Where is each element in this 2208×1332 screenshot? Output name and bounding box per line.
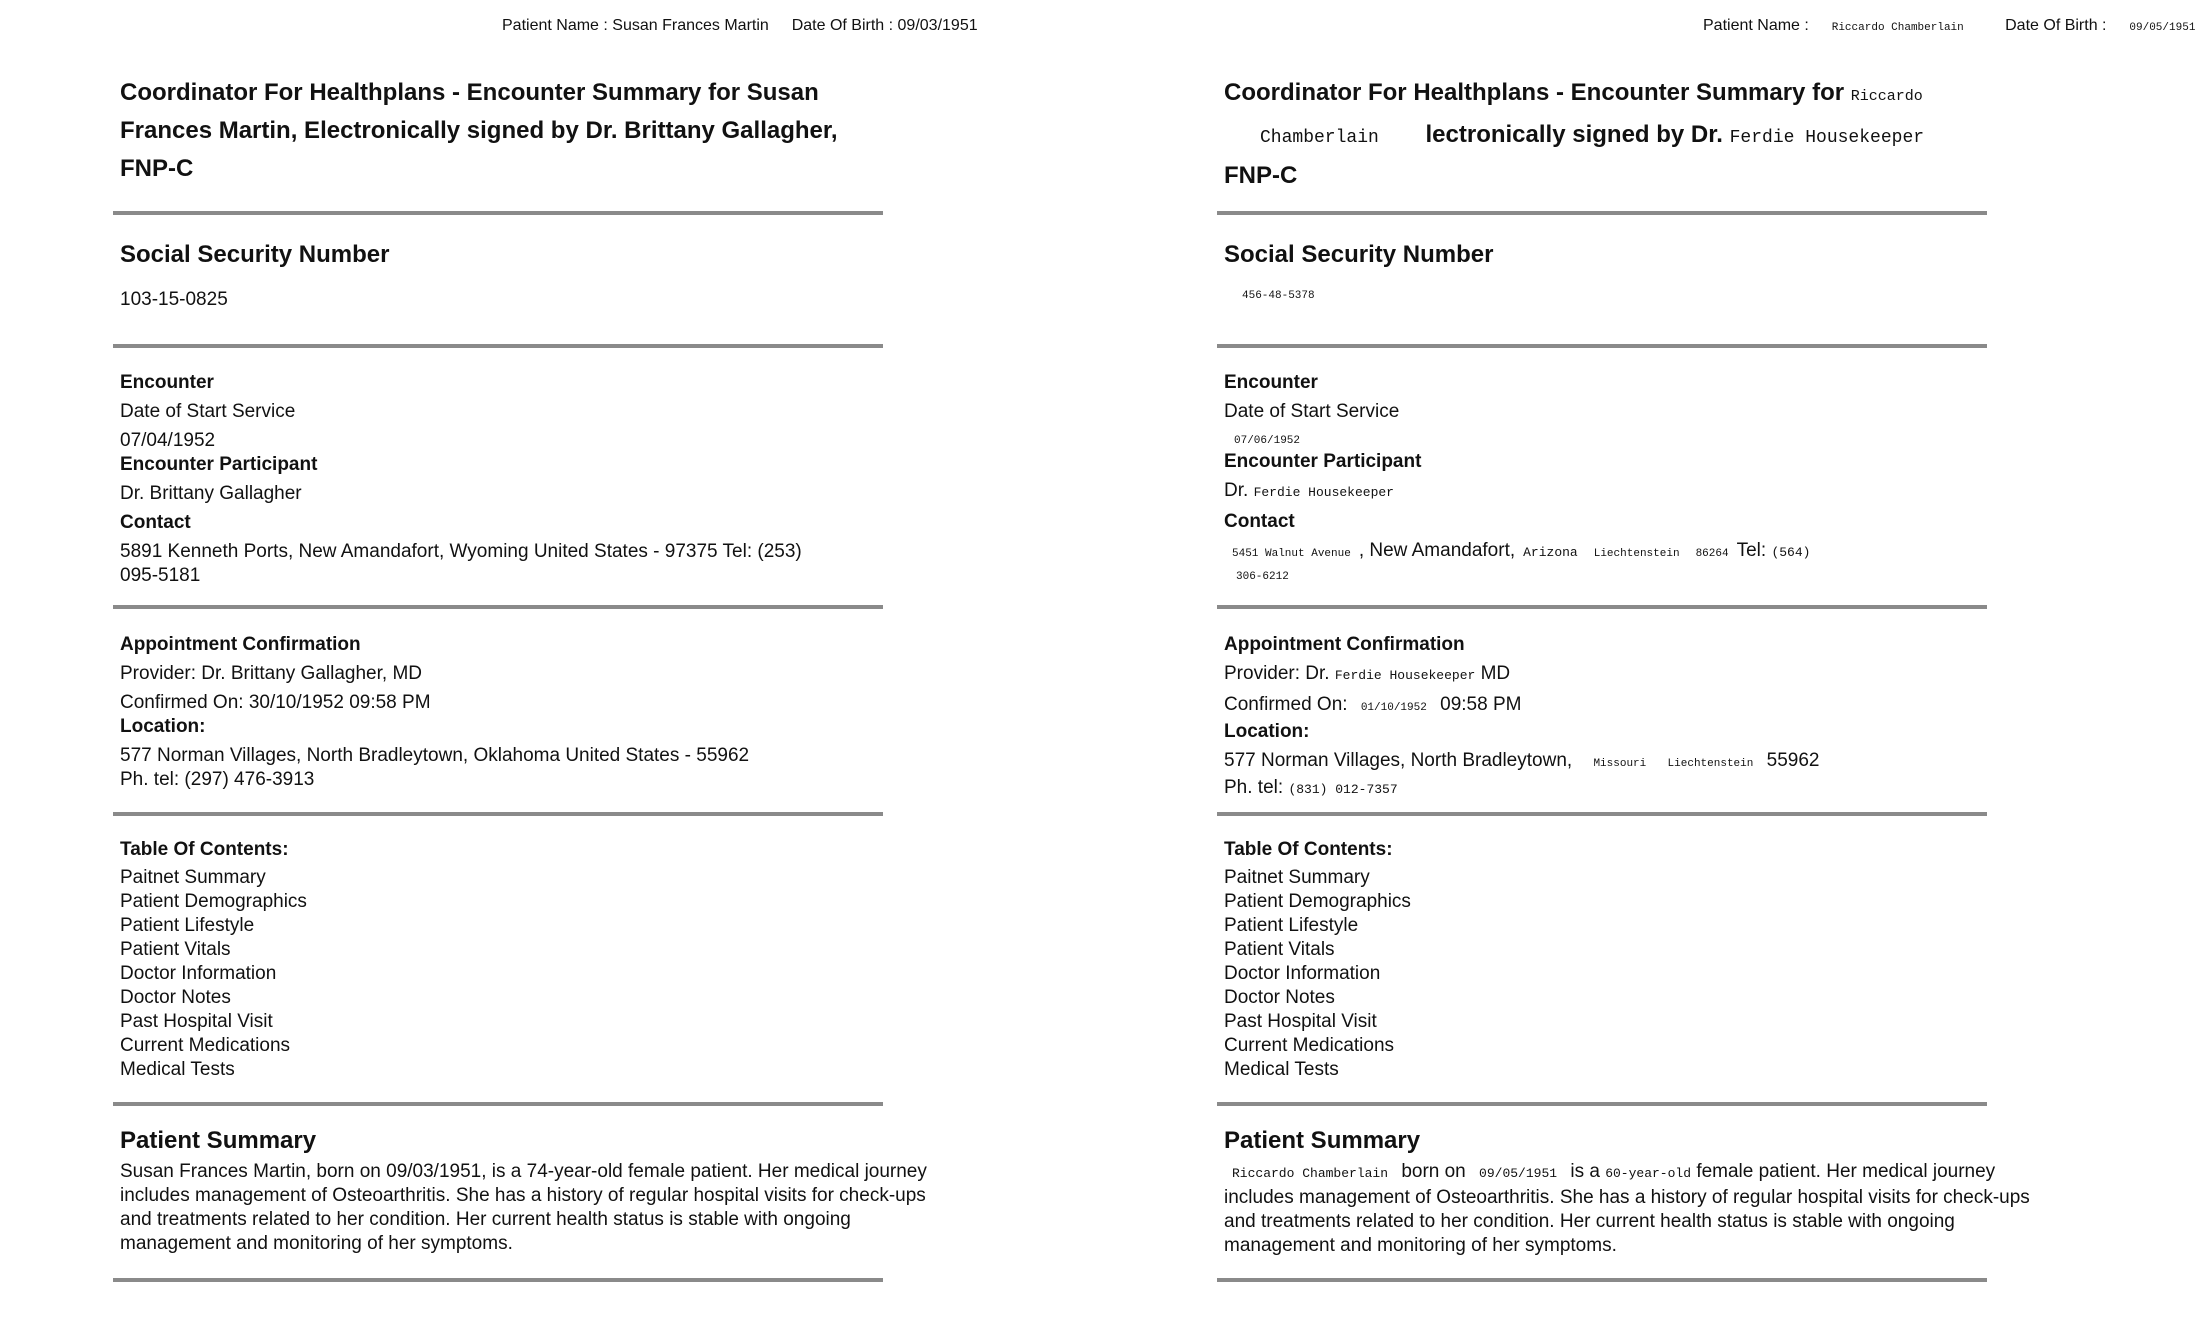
encounter-section <box>1224 371 2054 586</box>
location-street: 577 Norman Villages, North Bradleytown, <box>1224 750 1573 771</box>
summary-text: Susan Frances Martin, born on 09/03/1951, is a 74-year-old female patient. Her medical journey includes management of Osteoarthritis. She has a history of regular hospital visits for check-ups and treatments related to her condition. Her current health status is stable with ongoing management and monitoring of her symptoms. <box>120 1161 927 1254</box>
title-text: Coordinator For Healthplans - Encounter Summary for <box>1224 79 1845 106</box>
summary-patient-name: Riccardo Chamberlain <box>1232 1166 1389 1181</box>
provider-doctor: Ferdie Housekeeper <box>1334 668 1476 683</box>
patient-name: Riccardo Chamberlain <box>1831 22 1964 34</box>
toc-heading: Table Of Contents: <box>1224 839 1393 860</box>
contact-country: Liechtenstein <box>1593 548 1680 560</box>
toc-item[interactable]: Patient Demographics <box>120 891 307 912</box>
toc-item[interactable]: Patient Lifestyle <box>1224 915 1359 936</box>
toc-section <box>1224 838 2054 1082</box>
contact-heading: Contact <box>1224 511 1295 532</box>
section-divider <box>113 344 883 348</box>
contact-phone <box>1236 566 2054 586</box>
summary-heading: Patient Summary <box>120 1127 317 1154</box>
section-divider <box>1217 1278 1987 1282</box>
title-patient-last: Chamberlain <box>1260 128 1379 148</box>
ssn-value: 456-48-5378 <box>1242 290 1315 302</box>
participant-prefix: Dr. <box>1224 480 1249 501</box>
location-phone <box>1224 776 2054 802</box>
toc-item[interactable]: Medical Tests <box>120 1059 235 1080</box>
contact-address: 5891 Kenneth Ports, New Amandafort, Wyoming United States - 97375 Tel: (253) <box>120 541 802 562</box>
encounter-section <box>120 371 950 588</box>
patient-header <box>502 17 978 35</box>
title-patient-first: Riccardo <box>1850 88 1923 105</box>
start-service-label: Date of Start Service <box>1224 401 1400 422</box>
appointment-confirmed: Confirmed On: 30/10/1952 09:58 PM <box>120 692 431 713</box>
summary-text-rest: female patient. Her medical journey includes management of Osteoarthritis. She has a history of regular hospital visits for check-ups and treatments related to her condition. Her current health status is stable with ongoing management and monitoring of her symptoms. <box>1224 1161 2030 1256</box>
toc-heading: Table Of Contents: <box>120 839 289 860</box>
appointment-heading: Appointment Confirmation <box>1224 634 1465 655</box>
right-document-page <box>1104 0 2208 1332</box>
patient-name-label: Patient Name : <box>502 17 608 34</box>
document-title <box>1224 74 1984 195</box>
start-service-date: 07/06/1952 <box>1234 435 1301 447</box>
toc-item[interactable]: Paitnet Summary <box>1224 867 1370 888</box>
section-divider <box>113 1278 883 1282</box>
location-heading: Location: <box>120 716 206 737</box>
toc-item[interactable]: Patient Demographics <box>1224 891 1411 912</box>
toc-item[interactable]: Patient Lifestyle <box>120 915 255 936</box>
appointment-provider <box>1224 662 2054 688</box>
toc-item[interactable]: Doctor Notes <box>1224 987 1335 1008</box>
contact-phone: 095-5181 <box>120 565 201 586</box>
patient-name-label: Patient Name : <box>1703 17 1809 34</box>
confirmed-date: 01/10/1952 <box>1360 702 1427 714</box>
appointment-section <box>120 633 950 792</box>
participant-name: Dr. Brittany Gallagher <box>120 483 302 504</box>
summary-born-on: born on <box>1401 1161 1466 1182</box>
dob-label: Date Of Birth : <box>2005 17 2107 34</box>
participant-heading: Encounter Participant <box>1224 451 1422 472</box>
toc-item[interactable]: Current Medications <box>1224 1035 1395 1056</box>
section-divider <box>113 1102 883 1106</box>
section-divider <box>1217 211 1987 215</box>
contact-city: , New Amandafort, <box>1358 540 1516 561</box>
ssn-heading: Social Security Number <box>120 241 390 268</box>
toc-item[interactable]: Doctor Information <box>1224 963 1381 984</box>
location-address <box>1224 749 2054 776</box>
title-doctor: Ferdie Housekeeper <box>1729 128 1925 148</box>
appointment-confirmed <box>1224 693 2054 720</box>
toc-item[interactable]: Past Hospital Visit <box>120 1011 273 1032</box>
dob-value: 09/03/1951 <box>897 17 978 34</box>
contact-heading: Contact <box>120 512 191 533</box>
phone-number: (831) 012-7357 <box>1288 782 1398 797</box>
toc-item[interactable]: Paitnet Summary <box>120 867 266 888</box>
ssn-value: 103-15-0825 <box>120 289 228 310</box>
location-zip: 55962 <box>1766 750 1820 771</box>
document-title: Coordinator For Healthplans - Encounter Summary for Susan Frances Martin, Electronically signed by Dr. Brittany Gallagher, FNP-C <box>120 79 838 182</box>
section-divider <box>1217 812 1987 816</box>
appointment-heading: Appointment Confirmation <box>120 634 361 655</box>
appointment-section <box>1224 633 2054 802</box>
location-country: Liechtenstein <box>1667 758 1754 770</box>
summary-heading: Patient Summary <box>1224 1127 1421 1154</box>
summary-age: 60-year-old <box>1605 1166 1692 1181</box>
toc-item[interactable]: Past Hospital Visit <box>1224 1011 1377 1032</box>
dob-value: 09/05/1951 <box>2129 22 2196 34</box>
start-service-label: Date of Start Service <box>120 401 296 422</box>
participant-doctor: Ferdie Housekeeper <box>1253 485 1394 500</box>
dob-label: Date Of Birth : <box>791 17 894 34</box>
toc-item[interactable]: Patient Vitals <box>120 939 231 960</box>
confirmed-label: Confirmed On: <box>1224 694 1348 715</box>
confirmed-time: 09:58 PM <box>1440 694 1522 715</box>
section-divider <box>1217 344 1987 348</box>
contact-address <box>1224 539 2054 566</box>
participant-heading: Encounter Participant <box>120 454 318 475</box>
contact-tel-number: 306-6212 <box>1236 571 1289 583</box>
location-state: Missouri <box>1593 758 1647 770</box>
location-address: 577 Norman Villages, North Bradleytown, Oklahoma United States - 55962 <box>120 745 750 766</box>
summary-dob: 09/05/1951 <box>1479 1166 1558 1181</box>
phone-label: Ph. tel: <box>1224 777 1284 798</box>
location-heading: Location: <box>1224 721 1310 742</box>
summary-text <box>1224 1160 2054 1258</box>
section-divider <box>113 605 883 609</box>
toc-item[interactable]: Current Medications <box>120 1035 291 1056</box>
provider-suffix: MD <box>1480 663 1511 684</box>
toc-item[interactable]: Doctor Notes <box>120 987 231 1008</box>
toc-item[interactable]: Patient Vitals <box>1224 939 1335 960</box>
patient-header <box>1703 17 2195 35</box>
encounter-heading: Encounter <box>120 372 214 393</box>
provider-prefix: Provider: Dr. <box>1224 663 1330 684</box>
ssn-section <box>120 240 950 312</box>
patient-summary-section <box>120 1126 950 1256</box>
location-phone: Ph. tel: (297) 476-3913 <box>120 769 315 790</box>
title-text: lectronically signed by Dr. <box>1425 121 1723 148</box>
contact-tel-area: (564) <box>1771 545 1811 560</box>
section-divider <box>1217 605 1987 609</box>
patient-name: Susan Frances Martin <box>612 17 769 34</box>
title-credential: FNP-C <box>1224 162 1298 189</box>
contact-state: Arizona <box>1523 545 1578 560</box>
start-service-date: 07/04/1952 <box>120 430 216 451</box>
encounter-heading: Encounter <box>1224 372 1318 393</box>
contact-zip: 86264 <box>1695 548 1729 560</box>
participant-name <box>1224 479 2054 505</box>
contact-tel-label: Tel: <box>1736 540 1767 561</box>
ssn-heading: Social Security Number <box>1224 241 1494 268</box>
toc-item[interactable]: Doctor Information <box>120 963 277 984</box>
contact-street: 5451 Walnut Avenue <box>1232 548 1351 560</box>
toc-item[interactable]: Medical Tests <box>1224 1059 1339 1080</box>
appointment-provider: Provider: Dr. Brittany Gallagher, MD <box>120 663 422 684</box>
section-divider <box>1217 1102 1987 1106</box>
toc-section <box>120 838 950 1082</box>
section-divider <box>113 812 883 816</box>
patient-summary-section <box>1224 1126 2054 1258</box>
ssn-section <box>1224 240 2054 302</box>
summary-is-a: is a <box>1570 1161 1600 1182</box>
section-divider <box>113 211 883 215</box>
